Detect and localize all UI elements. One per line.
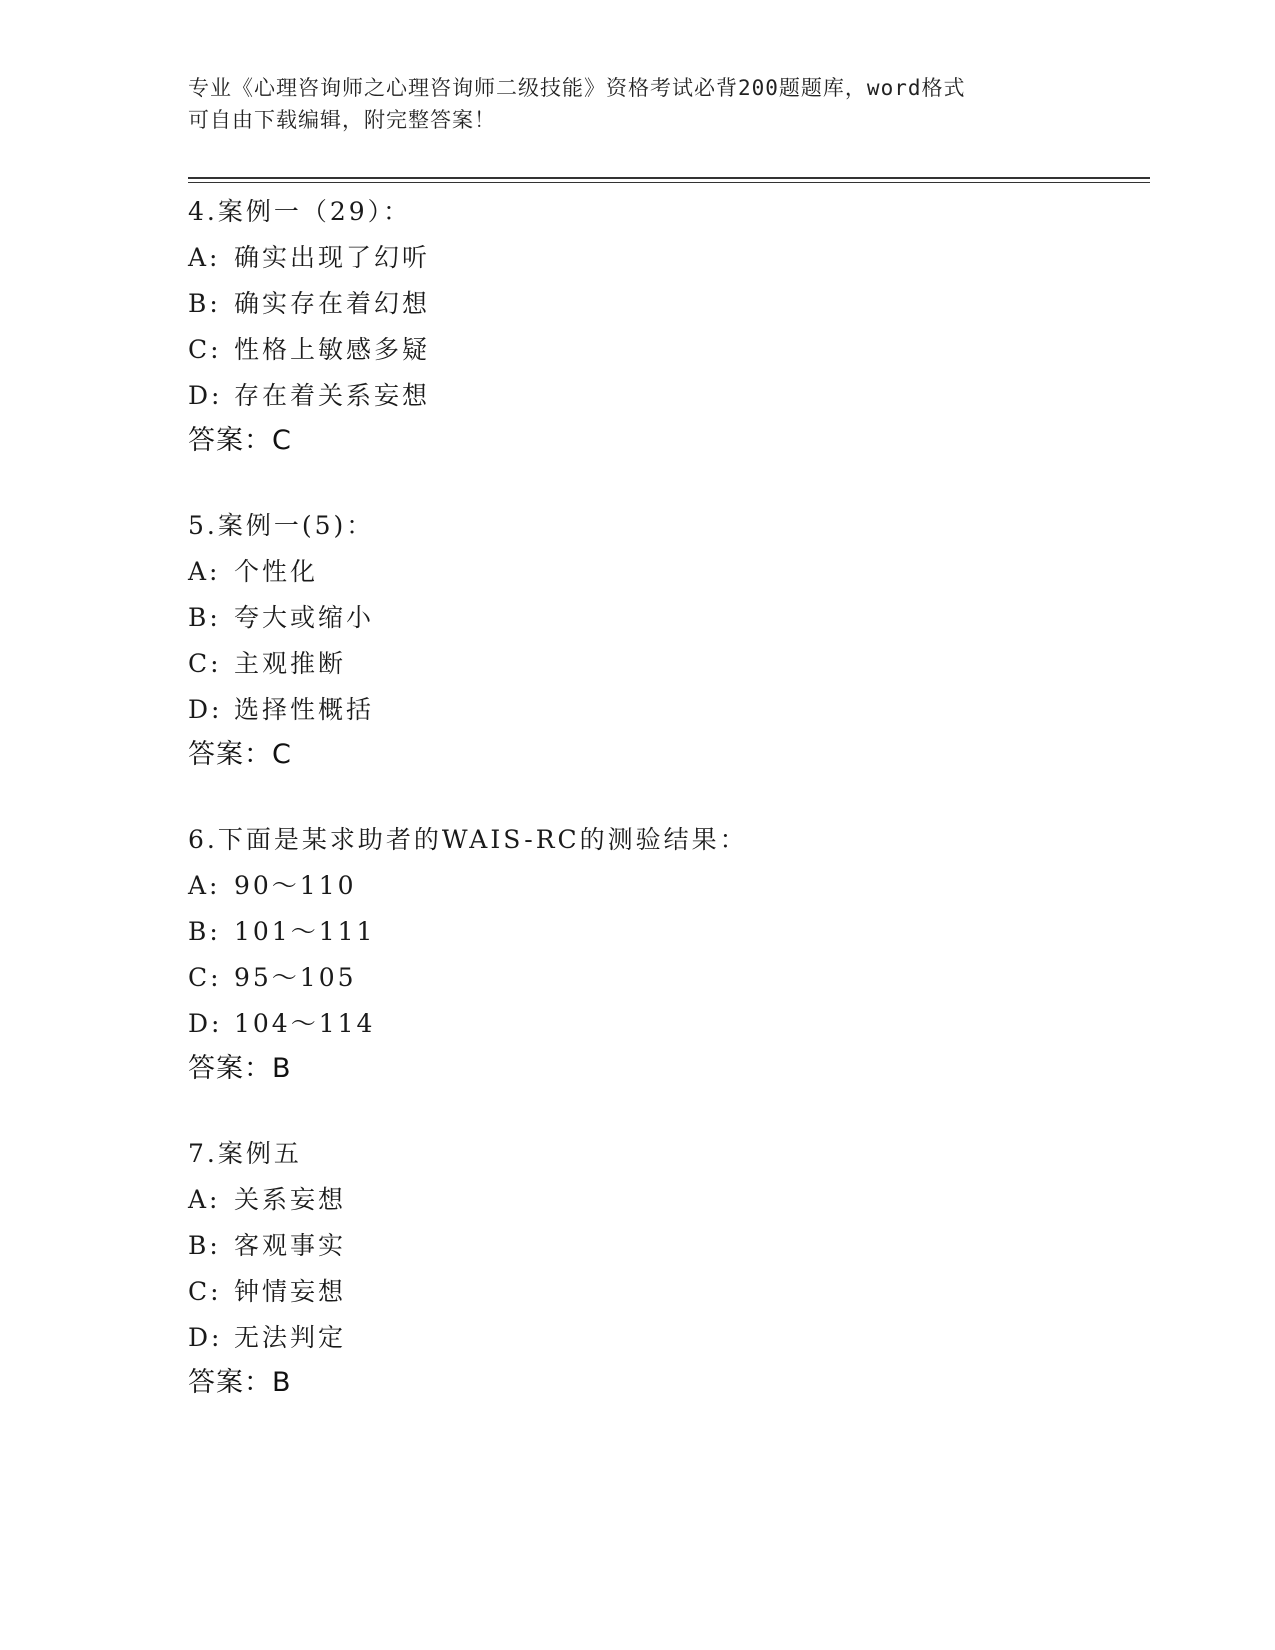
answer-line: 答案：C xyxy=(188,425,292,456)
option-d xyxy=(188,1315,1148,1361)
option-letter: C: xyxy=(188,963,222,992)
header-divider-thin xyxy=(188,182,1150,183)
option-letter: D: xyxy=(188,695,223,724)
option-letter: B: xyxy=(188,289,221,318)
option-b xyxy=(188,595,1148,641)
option-text: 关系妄想 xyxy=(234,1185,347,1214)
question-list xyxy=(188,189,1148,1445)
option-a xyxy=(188,1177,1148,1223)
option-letter: A: xyxy=(188,557,221,586)
option-d xyxy=(188,1001,1148,1047)
answer-line: 答案：B xyxy=(188,1053,292,1084)
header-line-1: 专业《心理咨询师之心理咨询师二级技能》资格考试必背200题题库，word格式 xyxy=(188,76,966,100)
option-a xyxy=(188,863,1148,909)
question-stem: 6.下面是某求助者的WAIS-RC的测验结果： xyxy=(188,825,748,854)
option-text: 101～111 xyxy=(234,917,376,946)
option-a xyxy=(188,549,1148,595)
option-c xyxy=(188,327,1148,373)
option-letter: D: xyxy=(188,381,223,410)
option-letter: D: xyxy=(188,1323,223,1352)
option-letter: D: xyxy=(188,1009,223,1038)
question-item xyxy=(188,817,1148,1091)
option-letter: B: xyxy=(188,1231,221,1260)
document-header xyxy=(188,72,1068,136)
question-stem: 5.案例一(5)： xyxy=(188,511,375,540)
option-c xyxy=(188,1269,1148,1315)
option-letter: A: xyxy=(188,1185,221,1214)
option-b xyxy=(188,909,1148,955)
option-letter: C: xyxy=(188,335,222,364)
option-letter: A: xyxy=(188,243,221,272)
header-line-2: 可自由下载编辑，附完整答案！ xyxy=(188,108,496,132)
option-text: 确实出现了幻听 xyxy=(234,243,431,272)
option-d xyxy=(188,687,1148,733)
option-text: 104～114 xyxy=(234,1009,376,1038)
answer-line: 答案：B xyxy=(188,1367,292,1398)
option-text: 90～110 xyxy=(234,871,357,900)
option-text: 钟情妄想 xyxy=(234,1277,347,1306)
option-letter: C: xyxy=(188,649,222,678)
option-text: 确实存在着幻想 xyxy=(234,289,431,318)
option-c xyxy=(188,641,1148,687)
option-text: 无法判定 xyxy=(234,1323,347,1352)
option-text: 主观推断 xyxy=(234,649,347,678)
option-text: 夸大或缩小 xyxy=(234,603,375,632)
option-text: 选择性概括 xyxy=(234,695,375,724)
question-item xyxy=(188,1131,1148,1405)
option-letter: B: xyxy=(188,603,221,632)
question-stem: 7.案例五 xyxy=(188,1139,302,1168)
option-text: 存在着关系妄想 xyxy=(234,381,431,410)
option-b xyxy=(188,281,1148,327)
header-divider-thick xyxy=(188,177,1150,179)
option-text: 个性化 xyxy=(234,557,319,586)
option-text: 客观事实 xyxy=(234,1231,347,1260)
option-text: 性格上敏感多疑 xyxy=(234,335,431,364)
option-a xyxy=(188,235,1148,281)
option-d xyxy=(188,373,1148,419)
option-letter: A: xyxy=(188,871,221,900)
answer-line: 答案：C xyxy=(188,739,292,770)
question-item xyxy=(188,503,1148,777)
option-c xyxy=(188,955,1148,1001)
question-item xyxy=(188,189,1148,463)
option-text: 95～105 xyxy=(234,963,357,992)
option-letter: C: xyxy=(188,1277,222,1306)
option-b xyxy=(188,1223,1148,1269)
option-letter: B: xyxy=(188,917,221,946)
question-stem: 4.案例一（29）： xyxy=(188,197,412,226)
